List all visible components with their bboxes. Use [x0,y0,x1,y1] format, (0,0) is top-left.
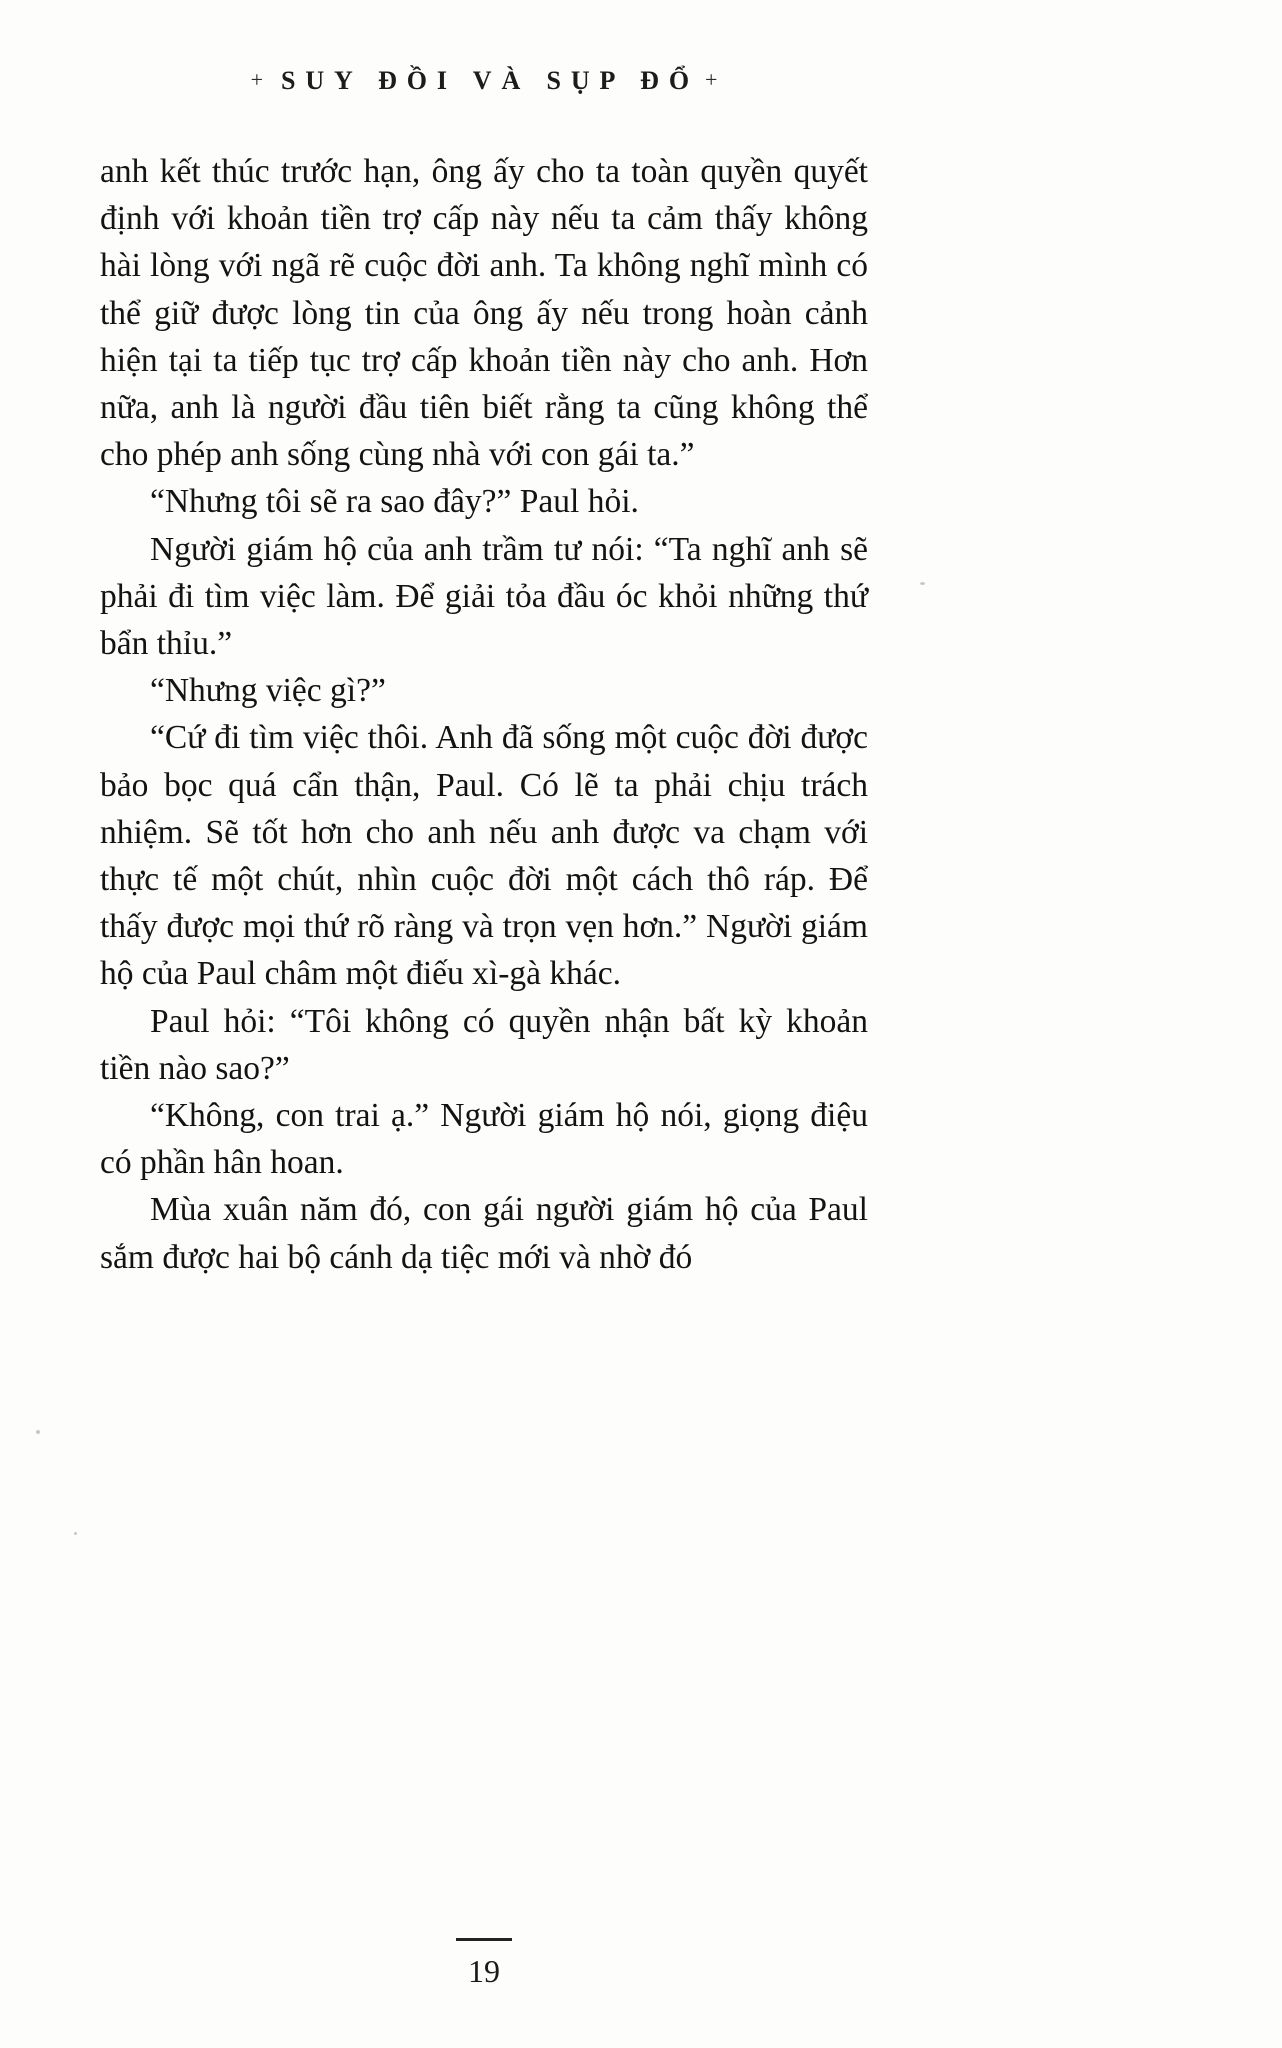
content-column [100,66,868,1281]
body-text [100,148,868,1281]
paragraph: Người giám hộ của anh trầm tư nói: “Ta nghĩ anh sẽ phải đi tìm việc làm. Để giải tỏa đầu óc khỏi những thứ bẩn thỉu.” [100,530,868,663]
header-ornament-right-icon: + [704,67,718,92]
header-title: SUY ĐỒI VÀ SỤP ĐỔ [281,66,699,95]
page-footer [100,1938,868,1990]
header-ornament-left-icon: + [250,67,264,92]
running-header [100,66,868,96]
paragraph: “Nhưng tôi sẽ ra sao đây?” Paul hỏi. [150,483,639,521]
paragraph: anh kết thúc trước hạn, ông ấy cho ta toàn quyền quyết định với khoản tiền trợ cấp này nếu ta cảm thấy không hài lòng với ngã rẽ cuộc đời anh. Ta không nghĩ mình có thể giữ được lòng tin của ông ấy nếu trong hoàn cảnh hiện tại ta tiếp tục trợ cấp khoản tiền này cho anh. Hơn nữa, anh là người đầu tiên biết rằng ta cũng không thể cho phép anh sống cùng nhà với con gái ta.” [100,153,868,474]
paragraph: “Không, con trai ạ.” Người giám hộ nói, giọng điệu có phần hân hoan. [100,1097,868,1182]
paragraph: Paul hỏi: “Tôi không có quyền nhận bất kỳ khoản tiền nào sao?” [100,1002,868,1087]
paragraph: “Nhưng việc gì?” [150,672,386,710]
scan-speck [920,582,925,585]
page-number: 19 [468,1953,500,1989]
paragraph: Mùa xuân năm đó, con gái người giám hộ của Paul sắm được hai bộ cánh dạ tiệc mới và nhờ đó [100,1191,868,1276]
paragraph: “Cứ đi tìm việc thôi. Anh đã sống một cuộc đời được bảo bọc quá cẩn thận, Paul. Có lẽ ta phải chịu trách nhiệm. Sẽ tốt hơn cho anh nếu anh được va chạm với thực tế một chút, nhìn cuộc đời một cách thô ráp. Để thấy được mọi thứ rõ ràng và trọn vẹn hơn.” Người giám hộ của Paul châm một điếu xì-gà khác. [100,719,868,993]
scan-speck [36,1430,40,1434]
footer-rule [456,1938,512,1941]
scan-speck [74,1532,77,1535]
